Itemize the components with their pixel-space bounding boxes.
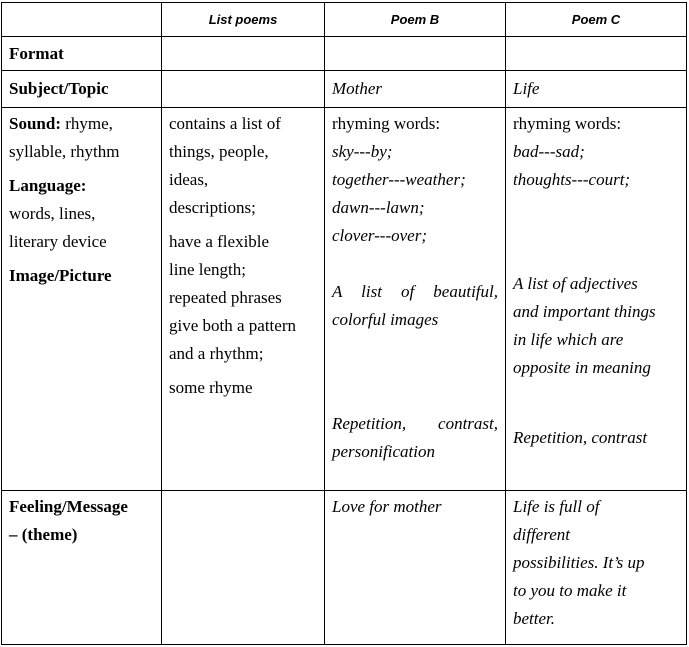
list-poems-p2-l4: give both a pattern: [169, 316, 296, 335]
feeling-poem-c-line-3: possibilities. It’s up: [513, 553, 645, 572]
header-poem-c: Poem C: [506, 3, 687, 37]
sound-line: [9, 110, 154, 138]
subject-poem-b: Mother: [332, 79, 383, 98]
format-poem-c-cell: [506, 37, 687, 71]
poem-b-image-line-1: A list of beautiful,: [332, 282, 498, 301]
format-row: [2, 37, 687, 71]
poem-c-image-line-4: opposite in meaning: [513, 358, 651, 377]
poem-c-rhyme-title: rhyming words:: [513, 114, 622, 133]
feeling-poem-c-line-1: Life is full of: [513, 497, 600, 516]
language-line-2: words, lines,: [9, 204, 96, 223]
subject-label-cell: [2, 71, 162, 108]
subject-label: Subject/Topic: [9, 79, 109, 98]
format-label: Format: [9, 43, 64, 63]
poem-b-rhyme-pair: sky---by;: [332, 142, 393, 161]
feeling-list-poems-cell: [162, 491, 325, 645]
poem-b-image-line-2: colorful images: [332, 310, 439, 329]
poem-b-rhyme-pair: clover---over;: [332, 226, 427, 245]
poem-b-rhyme-pair: together---weather;: [332, 170, 466, 189]
format-label-cell: [2, 37, 162, 71]
language-label: Language:: [9, 176, 87, 195]
list-poems-description-cell: [162, 108, 325, 491]
feeling-poem-c-line-4: to you to make it: [513, 581, 627, 600]
poem-comparison-table: [1, 2, 687, 645]
poem-b-device-line-2: personification: [332, 442, 435, 461]
poem-c-rhyme-pair: bad---sad;: [513, 142, 585, 161]
feeling-poem-b: Love for mother: [332, 497, 442, 516]
feeling-poem-c-cell: [506, 491, 687, 645]
subject-poem-c-cell: [506, 71, 687, 108]
sound-label-rest: rhyme,: [60, 114, 113, 133]
sound-line-2: syllable, rhythm: [9, 142, 120, 161]
format-poem-b-cell: [325, 37, 506, 71]
feeling-poem-c-line-2: different: [513, 525, 570, 544]
list-poems-p1-l2: things, people,: [169, 142, 269, 161]
poem-b-analysis-cell: [325, 108, 506, 491]
poem-b-rhyme-title: rhyming words:: [332, 114, 441, 133]
poem-c-device-line-1: Repetition, contrast: [513, 428, 648, 447]
list-poems-p1-l4: descriptions;: [169, 198, 256, 217]
feeling-message-row: [2, 491, 687, 645]
feeling-label-cell: [2, 491, 162, 645]
poem-c-rhyme-pair: thoughts---court;: [513, 170, 631, 189]
poem-c-image-line-3: in life which are: [513, 330, 624, 349]
list-poems-p2-l1: have a flexible: [169, 232, 270, 251]
sound-label: Sound:: [9, 114, 61, 133]
poem-c-image-line-1: A list of adjectives: [513, 274, 638, 293]
header-cell-empty: [2, 3, 162, 37]
feeling-label-line-2: – (theme): [9, 525, 78, 544]
list-poems-p2-l2: line length;: [169, 260, 246, 279]
list-poems-p3-l1: some rhyme: [169, 378, 253, 397]
subject-poem-c: Life: [513, 79, 540, 98]
subject-list-poems-cell: [162, 71, 325, 108]
poem-c-image-line-2: and important things: [513, 302, 656, 321]
feeling-label-line-1: Feeling/Message: [9, 497, 128, 516]
feeling-poem-b-cell: [325, 491, 506, 645]
list-poems-p2-l5: and a rhythm;: [169, 344, 264, 363]
list-poems-p1-l1: contains a list of: [169, 114, 281, 133]
format-list-poems-cell: [162, 37, 325, 71]
subject-row: [2, 71, 687, 108]
list-poems-p1-l3: ideas,: [169, 170, 209, 189]
subject-poem-b-cell: [325, 71, 506, 108]
header-row: [2, 3, 687, 37]
poem-b-rhyme-pair: dawn---lawn;: [332, 198, 425, 217]
list-poems-p2-l3: repeated phrases: [169, 288, 282, 307]
poem-c-analysis-cell: [506, 108, 687, 491]
image-label: Image/Picture: [9, 266, 112, 285]
language-line-3: literary device: [9, 232, 107, 251]
criteria-label-cell: [2, 108, 162, 491]
feeling-poem-c-line-5: better.: [513, 609, 556, 628]
poem-b-device-line-1: Repetition, contrast,: [332, 414, 498, 433]
header-list-poems: List poems: [162, 3, 325, 37]
header-poem-b: Poem B: [325, 3, 506, 37]
sound-language-image-row: [2, 108, 687, 491]
